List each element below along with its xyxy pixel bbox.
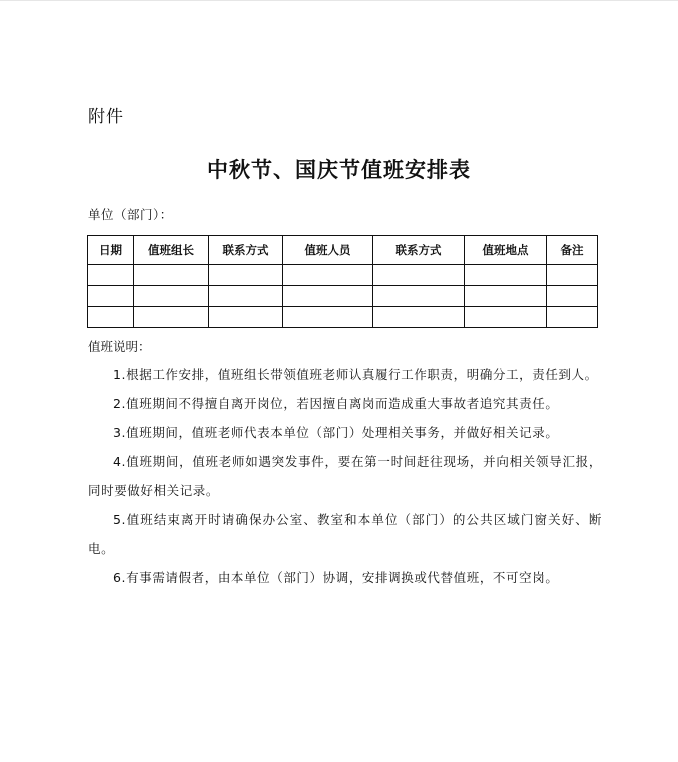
table-cell xyxy=(373,265,465,286)
note-item: 5.值班结束离开时请确保办公室、教室和本单位（部门）的公共区域门窗关好、断电。 xyxy=(88,512,602,556)
note-item: 1.根据工作安排，值班组长带领值班老师认真履行工作职责，明确分工，责任到人。 xyxy=(113,367,598,382)
table-cell xyxy=(465,265,547,286)
table-cell xyxy=(88,265,134,286)
table-cell xyxy=(134,286,209,307)
table-cell xyxy=(465,307,547,328)
note-item: 6.有事需请假者，由本单位（部门）协调，安排调换或代替值班，不可空岗。 xyxy=(113,570,559,585)
table-header-row xyxy=(88,236,598,265)
page-top-divider xyxy=(0,0,678,1)
header-date: 日期 xyxy=(88,236,134,265)
table-row xyxy=(88,286,598,307)
table-cell xyxy=(373,286,465,307)
attachment-label: 附件 xyxy=(88,107,124,127)
table-cell xyxy=(465,286,547,307)
header-duty-staff: 值班人员 xyxy=(283,236,373,265)
header-duty-leader: 值班组长 xyxy=(134,236,209,265)
note-item: 4.值班期间，值班老师如遇突发事件，要在第一时间赶往现场，并向相关领导汇报，同时要做好相关记录。 xyxy=(88,454,602,498)
table-row xyxy=(88,307,598,328)
table-cell xyxy=(283,307,373,328)
table-cell xyxy=(283,265,373,286)
note-item: 2.值班期间不得擅自离开岗位，若因擅自离岗而造成重大事故者追究其责任。 xyxy=(113,396,559,411)
table-cell xyxy=(209,265,283,286)
duty-schedule-table xyxy=(87,235,598,328)
table-cell xyxy=(547,265,598,286)
unit-field-label: 单位（部门）： xyxy=(88,207,173,222)
header-contact-1: 联系方式 xyxy=(209,236,283,265)
table-cell xyxy=(134,265,209,286)
table-cell xyxy=(283,286,373,307)
table-cell xyxy=(547,307,598,328)
table-cell xyxy=(134,307,209,328)
table-cell xyxy=(88,286,134,307)
table-cell xyxy=(373,307,465,328)
table-cell xyxy=(209,286,283,307)
duty-notes xyxy=(88,360,602,592)
document-title: 中秋节、国庆节值班安排表 xyxy=(207,157,471,182)
table-row xyxy=(88,265,598,286)
header-remarks: 备注 xyxy=(547,236,598,265)
table-cell xyxy=(209,307,283,328)
table-cell xyxy=(547,286,598,307)
header-contact-2: 联系方式 xyxy=(373,236,465,265)
table-cell xyxy=(88,307,134,328)
notes-heading: 值班说明： xyxy=(88,339,151,354)
note-item: 3.值班期间，值班老师代表本单位（部门）处理相关事务，并做好相关记录。 xyxy=(113,425,559,440)
header-duty-location: 值班地点 xyxy=(465,236,547,265)
